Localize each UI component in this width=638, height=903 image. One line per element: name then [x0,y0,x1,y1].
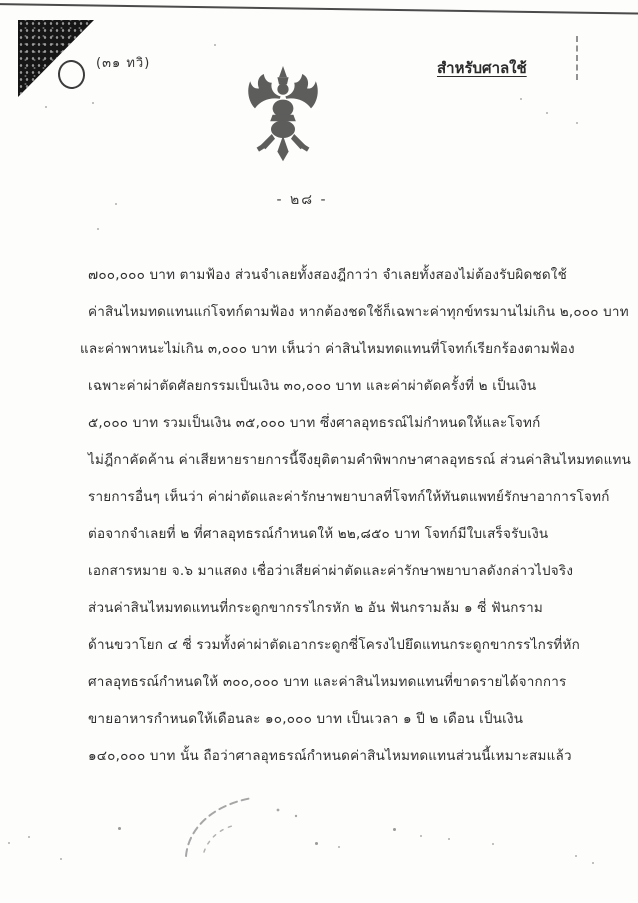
scan-speck [214,44,216,46]
scan-speck [338,846,340,848]
scan-speck [118,827,121,830]
scan-speck [393,828,396,831]
scan-speck [45,106,47,108]
page-number: - ๒๘ - [276,192,328,208]
scan-speck [575,855,577,857]
scan-speck [97,228,99,230]
body-line: ต่อจากจำเลยที่ ๒ ที่ศาลอุทธรณ์กำหนดให้ ๒๒,๘๕๐ บาท โจทก์มีใบเสร็จรับเงิน [88,526,549,542]
body-line: และค่าพาหนะไม่เกิน ๓,๐๐๐ บาท เห็นว่า ค่าสินไหมทดแทนที่โจทก์เรียกร้องตามฟ้อง [80,341,575,357]
body-line: เฉพาะค่าผ่าตัดศัลยกรรมเป็นเงิน ๓๐,๐๐๐ บาท และค่าผ่าตัดครั้งที่ ๒ เป็นเงิน [88,378,537,394]
scan-speck [28,836,30,838]
body-line: ๑๔๐,๐๐๐ บาท นั้น ถือว่าศาลอุทธรณ์กำหนดค่าสินไหมทดแทนส่วนนี้เหมาะสมแล้ว [88,748,572,764]
body-line: ๕,๐๐๐ บาท รวมเป็นเงิน ๓๕,๐๐๐ บาท ซึ่งศาลอุทธรณ์ไม่กำหนดให้และโจทก์ [88,415,541,431]
scan-speck [520,98,522,100]
body-line: เอกสารหมาย จ.๖ มาแสดง เชื่อว่าเสียค่าผ่าตัดและค่ารักษาพยาบาลดังกล่าวไปจริง [88,563,574,579]
scan-speck [60,858,62,860]
judgment-body-text [80,263,631,781]
body-line: รายการอื่นๆ เห็นว่า ค่าผ่าตัดและค่ารักษาพยาบาลที่โจทก์ให้ทันตแพทย์รักษาอาการโจทก์ [88,489,610,505]
scan-speck [8,842,10,844]
scan-speck [315,842,318,845]
scan-speck [576,122,578,124]
scan-edge-line [0,3,638,15]
scan-speck [592,862,594,864]
scan-speck [92,102,94,104]
body-line: ด้านขวาโยก ๔ ซี่ รวมทั้งค่าผ่าตัดเอากระดูกซี่โครงไปยึดแทนกระดูกขากรรไกรที่หัก [88,637,580,653]
pen-scribble-mark [178,792,358,864]
body-line: ค่าสินไหมทดแทนแก่โจทก์ตามฟ้อง หากต้องชดใช้ก็เฉพาะค่าทุกข์ทรมานไม่เกิน ๒,๐๐๐ บาท [88,304,629,320]
margin-dash-mark [576,36,578,80]
body-line: ศาลอุทธรณ์กำหนดให้ ๓๐๐,๐๐๐ บาท และค่าสินไหมทดแทนที่ขาดรายได้จากการ [88,674,567,690]
body-line: ๗๐๐,๐๐๐ บาท ตามฟ้อง ส่วนจำเลยทั้งสองฎีกาว่า จำเลยทั้งสองไม่ต้องรับผิดชดใช้ [88,267,567,283]
form-number-note: (๓๑ ทวิ) [96,56,151,71]
scan-speck [115,203,117,205]
body-line: ส่วนค่าสินไหมทดแทนที่กระดูกขากรรไกรหัก ๒ อัน ฟันกรามล้ม ๑ ซี่ ฟันกราม [88,600,543,616]
scan-speck [420,835,422,837]
garuda-emblem-icon [243,58,323,178]
fold-corner-artifact [18,20,94,97]
scan-speck [448,838,450,840]
for-court-use-label: สำหรับศาลใช้ [437,59,527,77]
stamp-circle [56,58,87,90]
body-line: ไม่ฎีกาคัดค้าน ค่าเสียหายรายการนี้จึงยุติตามคำพิพากษาศาลอุทธรณ์ ส่วนค่าสินไหมทดแทน [88,452,631,468]
scan-speck [546,112,548,114]
body-line: ขายอาหารกำหนดให้เดือนละ ๑๐,๐๐๐ บาท เป็นเวลา ๑ ปี ๒ เดือน เป็นเงิน [88,711,524,727]
scan-speck [492,843,494,845]
